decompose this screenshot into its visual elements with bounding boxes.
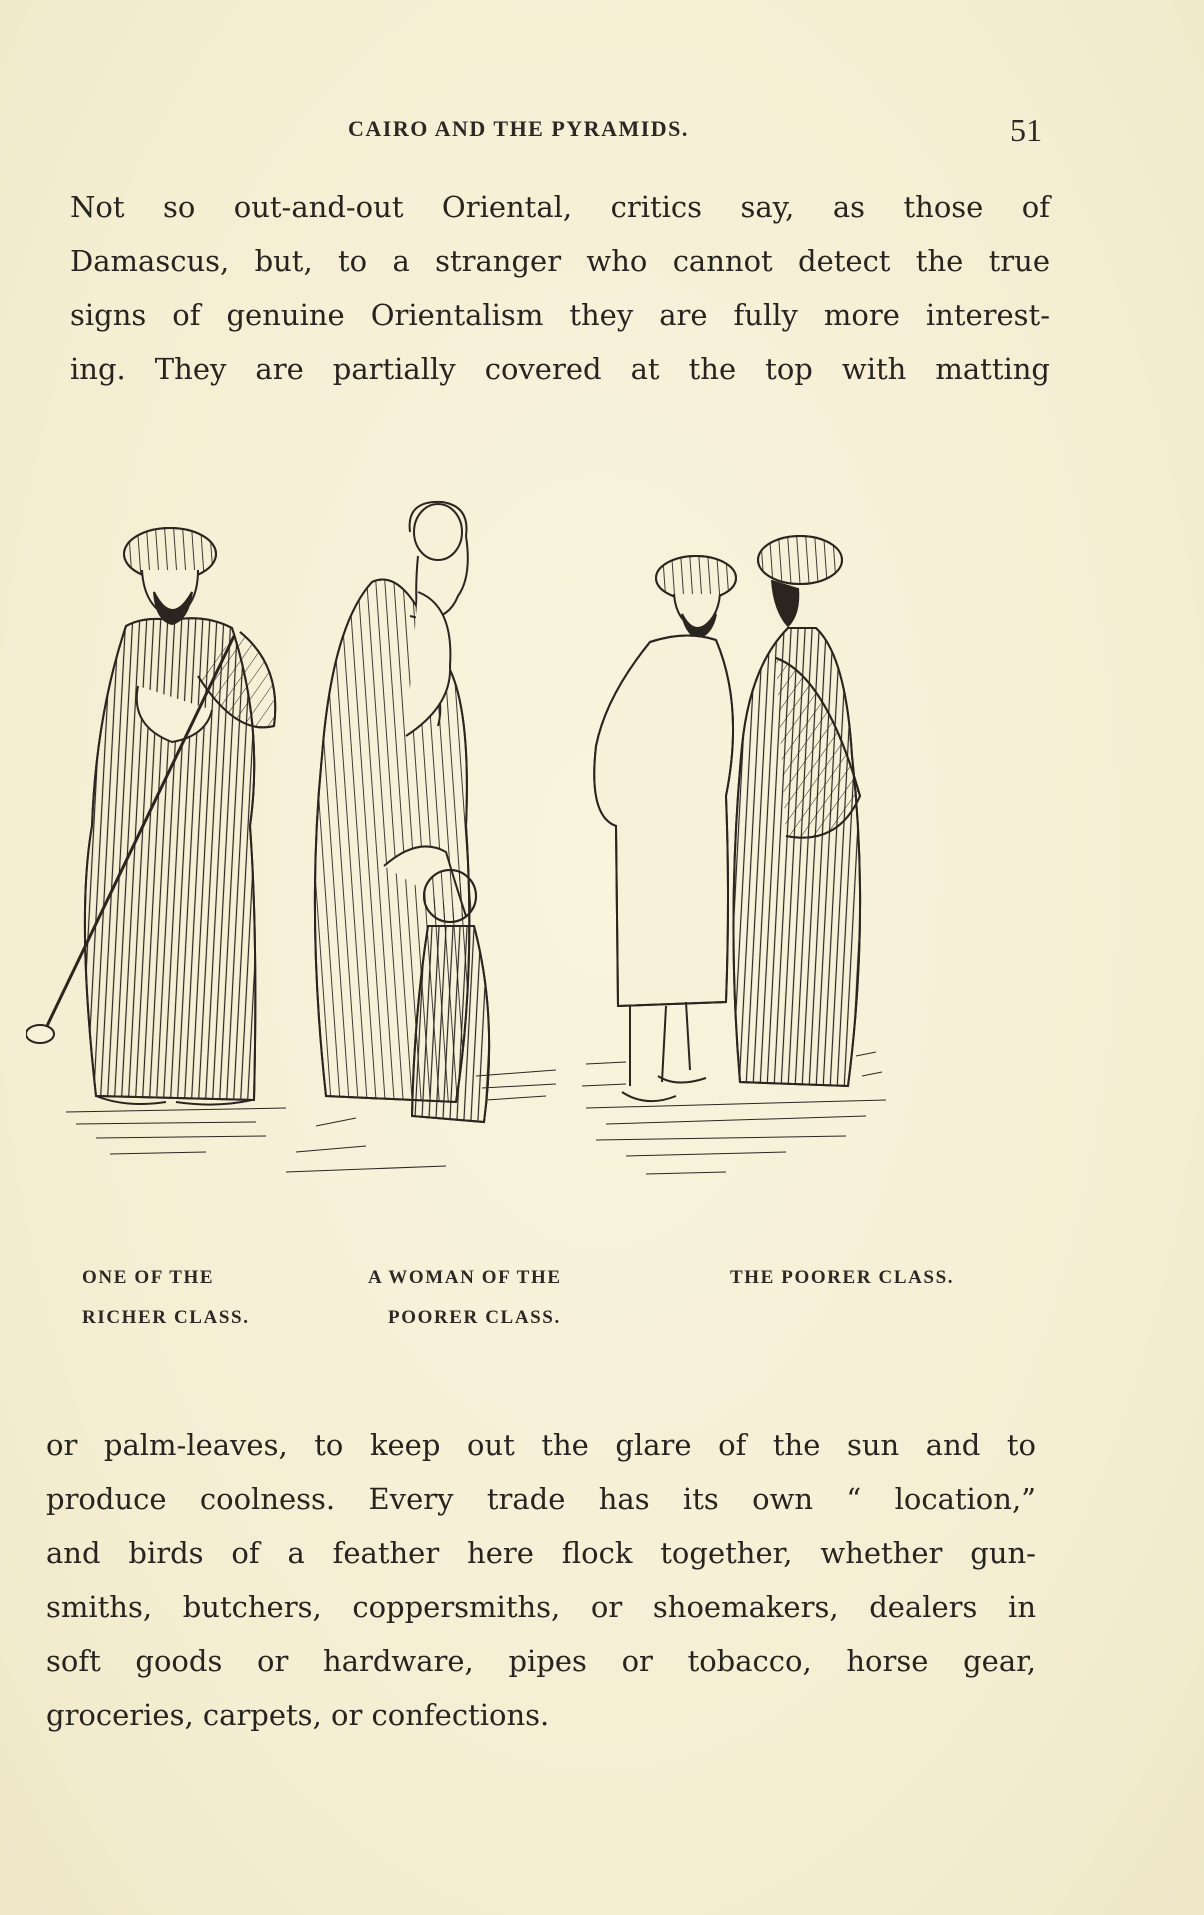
text-line: soft goods or hardware, pipes or tobacco, horse gear,: [46, 1644, 1036, 1678]
text-line: Damascus, but, to a stranger who cannot detect the true: [70, 244, 1050, 278]
caption-line: POORER CLASS.: [388, 1307, 561, 1328]
text-line: Not so out-and-out Oriental, critics say, as those of: [70, 190, 1050, 224]
figure-woman-with-children: [286, 502, 556, 1172]
running-head: [0, 112, 1204, 152]
figure-richer-man: [26, 528, 286, 1154]
text-line: ing. They are partially covered at the top with matting: [70, 352, 1050, 386]
caption-line: RICHER CLASS.: [82, 1307, 250, 1328]
caption-line: A WOMAN OF THE: [368, 1267, 562, 1288]
text-line: groceries, carpets, or confections.: [46, 1698, 550, 1732]
caption-poorer-class: [730, 1258, 954, 1298]
caption-woman-poorer-class: [368, 1258, 562, 1338]
text-line: produce coolness. Every trade has its own “ location,”: [46, 1482, 1036, 1516]
illustration-captions: [0, 1258, 1204, 1348]
text-line: and birds of a feather here flock together, whether gun-: [46, 1536, 1036, 1570]
figure-poorer-men: [582, 536, 886, 1174]
text-line: smiths, butchers, coppersmiths, or shoemakers, dealers in: [46, 1590, 1036, 1624]
running-title: CAIRO AND THE PYRAMIDS.: [348, 116, 689, 141]
paragraph-top: [70, 180, 1050, 396]
page-number: 51: [1010, 112, 1042, 148]
caption-richer-class: [82, 1258, 250, 1338]
text-line: or palm-leaves, to keep out the glare of the sun and to: [46, 1428, 1036, 1462]
caption-line: ONE OF THE: [82, 1267, 215, 1288]
caption-line: THE POORER CLASS.: [730, 1267, 955, 1288]
text-line: signs of genuine Orientalism they are fully more interest-: [70, 298, 1050, 332]
engraving-svg: [26, 496, 1066, 1236]
engraving-illustration: [26, 496, 1066, 1236]
paragraph-bottom: [46, 1418, 1036, 1742]
